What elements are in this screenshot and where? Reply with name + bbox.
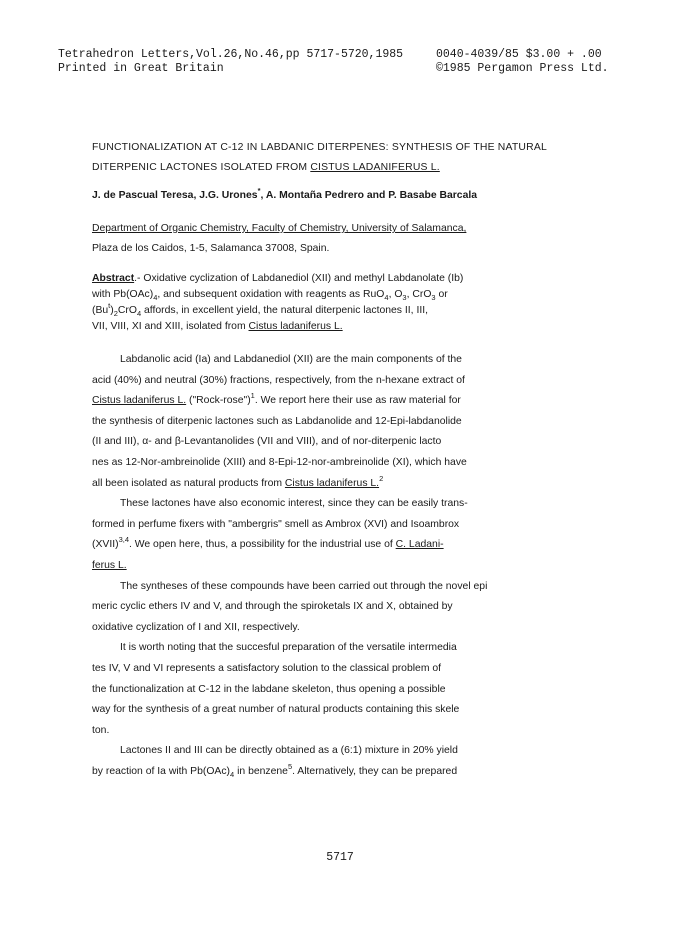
body-text-span: . We open here, thus, a possibility for the industrial use of [129, 539, 396, 551]
paragraph-4-line: ton. [92, 724, 110, 736]
abstract-text: ) [110, 305, 114, 316]
subscript: 4 [153, 293, 158, 302]
authors-part-2: , A. Montaña Pedrero and P. Basabe Barcala [260, 190, 478, 201]
abstract-text: CrO [117, 305, 137, 316]
page-number: 5717 [326, 851, 354, 864]
body-text-span: by reaction of Ia with Pb(OAc) [92, 765, 231, 777]
journal-header [58, 48, 403, 76]
paragraph-2-line [92, 535, 616, 556]
reference-mark: 5 [287, 761, 293, 771]
abstract-line-1 [92, 271, 616, 287]
abstract-line-2 [92, 287, 616, 303]
paragraph-1-line: acid (40%) and neutral (30%) fractions, respectively, from the n-hexane extract of [92, 374, 465, 386]
body-text-span: ("Rock-rose") [186, 395, 251, 407]
subscript: 4 [230, 769, 235, 779]
title-line-1: FUNCTIONALIZATION AT C-12 IN LABDANIC DITERPENES: SYNTHESIS OF THE NATURAL [92, 142, 547, 153]
paragraph-3-line: The syntheses of these compounds have been carried out through the novel epi [120, 580, 488, 592]
paragraph-1-line: (II and III), α- and β-Levantanolides (VII and VIII), and of nor-diterpenic lacto [92, 436, 442, 448]
paragraph-2-line: These lactones have also economic interest, since they can be easily trans- [120, 498, 468, 510]
reference-mark: 1 [250, 391, 255, 401]
authors-part-1: J. de Pascual Teresa, J.G. Urones [92, 190, 258, 201]
reference-mark: 3,4 [118, 535, 129, 545]
body-text-span: all been isolated as natural products from [92, 477, 285, 489]
title-species: CISTUS LADANIFERUS L. [310, 162, 440, 173]
superscript: t [108, 301, 111, 310]
abstract-label: Abstract [92, 273, 135, 284]
affiliation [92, 219, 616, 259]
paragraph-1-line [92, 391, 616, 412]
species-name: C. Ladani- [395, 539, 444, 551]
abstract-text: , and subsequent oxidation with reagents as RuO [157, 289, 385, 300]
department: Department of Organic Chemistry, Faculty of Chemistry, University of Salamanca, [92, 223, 467, 234]
species-name: Cistus ladaniferus L. [284, 477, 380, 489]
abstract [92, 271, 616, 335]
paragraph-2-line: formed in perfume fixers with "ambergris" smell as Ambrox (XVI) and Isoambrox [92, 518, 460, 530]
abstract-text: VII, VIII, XI and XIII, isolated from [92, 321, 249, 332]
abstract-line-3 [92, 303, 616, 319]
corresponding-mark: * [257, 186, 261, 195]
authors [92, 188, 616, 204]
abstract-text: affords, in excellent yield, the natural diterpenic lactones II, III, [141, 305, 428, 316]
abstract-line-4 [92, 319, 616, 335]
abstract-text: , O [388, 289, 403, 300]
subscript: 3 [431, 293, 436, 302]
address: Plaza de los Caidos, 1-5, Salamanca 37008, Spain. [92, 243, 330, 254]
paragraph-1-line: nes as 12-Nor-ambreinolide (XIII) and 8-Epi-12-nor-ambreinolide (XI), which have [92, 456, 467, 468]
paragraph-1-line: the synthesis of diterpenic lactones such as Labdanolide and 12-Epi-labdanolide [92, 415, 462, 427]
species-name: Cistus ladaniferus L. [248, 321, 343, 332]
subscript: 4 [384, 293, 389, 302]
paragraph-3-line: oxidative cyclization of I and XII, respectively. [92, 621, 300, 633]
title-text: DITERPENIC LACTONES ISOLATED FROM [92, 162, 311, 173]
article-title [92, 138, 616, 178]
paragraph-4-line: It is worth noting that the succesful preparation of the versatile intermedia [120, 642, 457, 654]
paragraph-5-line [92, 762, 616, 783]
copyright-header [436, 48, 609, 76]
paragraph-4-line: the functionalization at C-12 in the labdane skeleton, thus opening a possible [92, 683, 446, 695]
issn-price: 0040-4039/85 $3.00 + .00 [436, 48, 602, 61]
abstract-text: with Pb(OAc) [92, 289, 154, 300]
subscript: 3 [402, 293, 407, 302]
title-line-2 [92, 158, 616, 178]
printed-in: Printed in Great Britain [58, 62, 224, 75]
body-text-span: . We report here their use as raw material for [254, 395, 461, 407]
paragraph-1-line [92, 474, 616, 495]
abstract-text: (Bu [92, 305, 109, 316]
journal-citation: Tetrahedron Letters,Vol.26,No.46,pp 5717-5720,1985 [58, 48, 404, 61]
paragraph-2-line: ferus L. [92, 559, 127, 571]
body-text [92, 350, 616, 782]
paragraph-4-line: tes IV, V and VI represents a satisfactory solution to the classical problem of [92, 662, 442, 674]
author-line [92, 188, 616, 204]
abstract-text: , CrO [406, 289, 432, 300]
paragraph-3-line: meric cyclic ethers IV and V, and through the spiroketals IX and X, obtained by [92, 601, 453, 613]
subscript: 2 [113, 309, 118, 318]
paragraph-1-line: Labdanolic acid (Ia) and Labdanediol (XII) are the main components of the [120, 354, 462, 365]
subscript: 4 [136, 309, 142, 318]
copyright: ©1985 Pergamon Press Ltd. [436, 62, 609, 75]
paragraph-4-line: way for the synthesis of a great number of natural products containing this skele [92, 704, 460, 716]
abstract-text: .- Oxidative cyclization of Labdanediol (XII) and methyl Labdanolate (Ib) [134, 273, 464, 284]
body-text-span: . Alternatively, they can be prepared [292, 765, 458, 777]
abstract-text: or [435, 289, 448, 300]
reference-mark: 2 [379, 473, 384, 483]
species-name: Cistus ladaniferus L. [92, 395, 187, 407]
body-text-span: in benzene [234, 765, 288, 777]
paragraph-5-line: Lactones II and III can be directly obtained as a (6:1) mixture in 20% yield [120, 745, 458, 757]
body-text-span: (XVII) [92, 539, 119, 551]
